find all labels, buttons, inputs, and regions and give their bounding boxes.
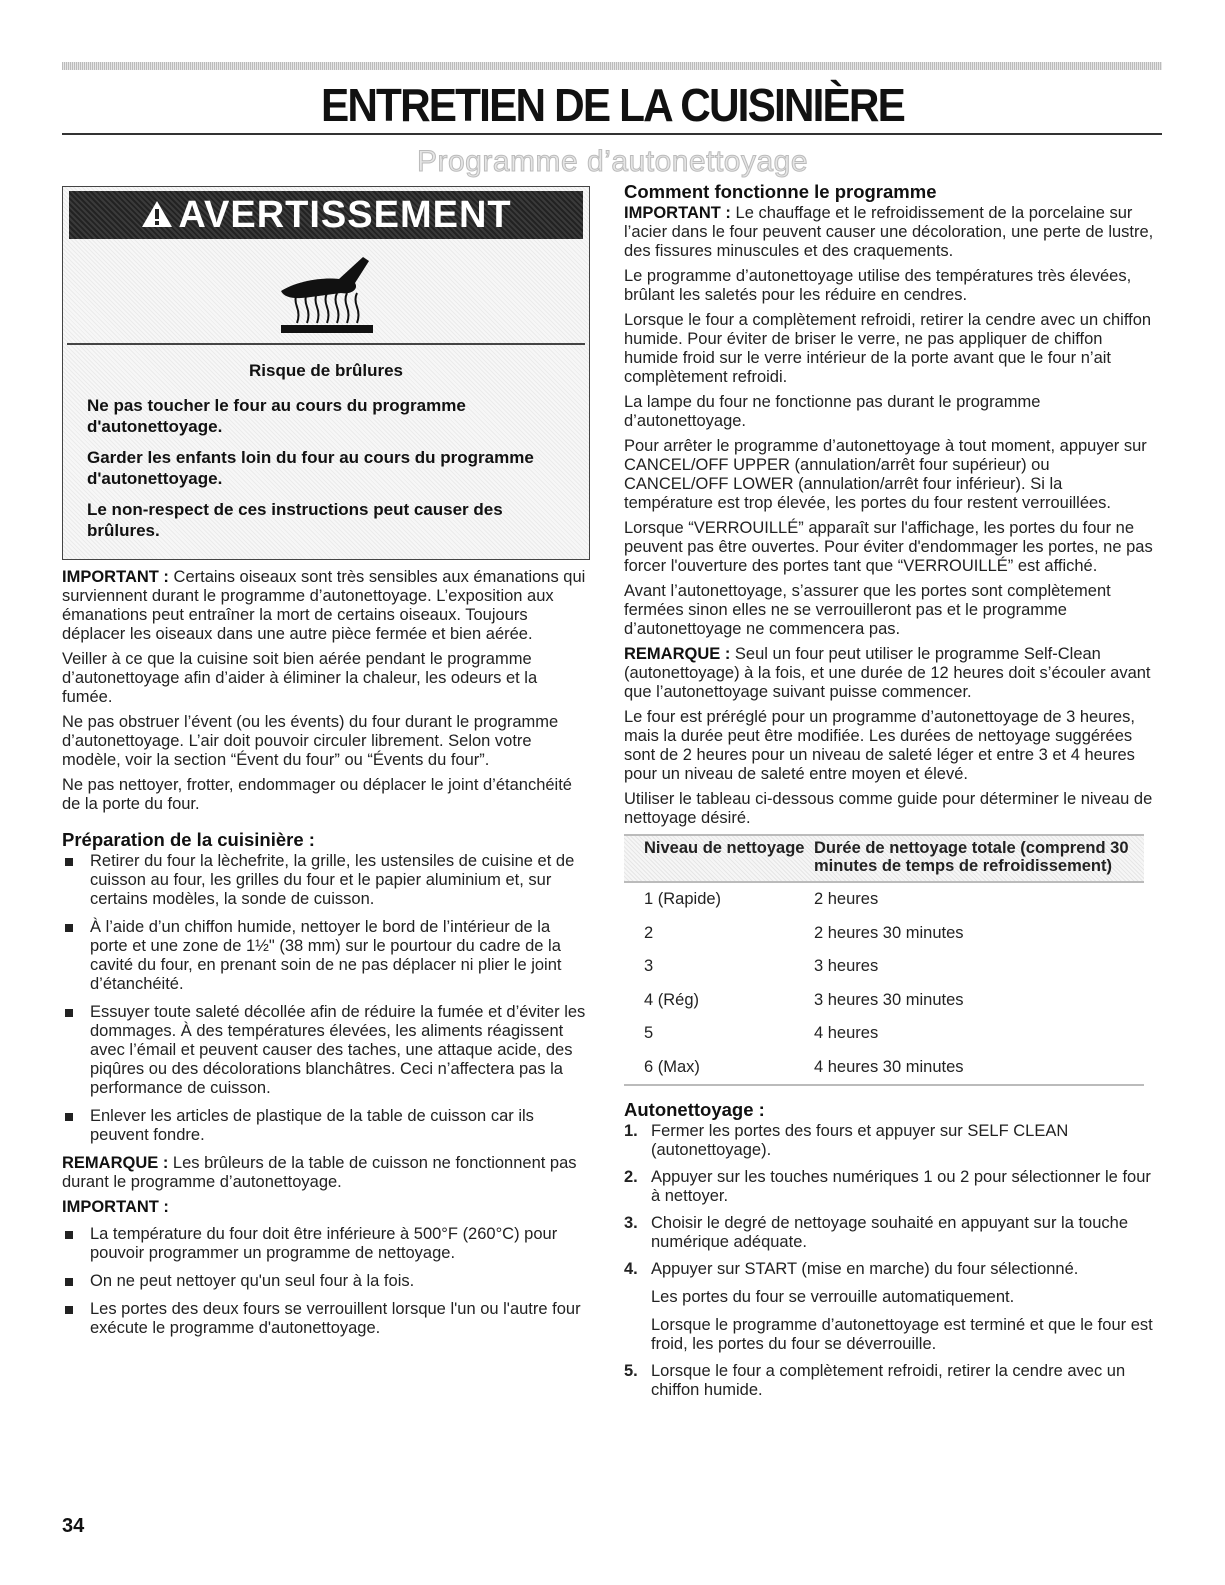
ventilation-paragraph: Veiller à ce que la cuisine soit bien aérée pendant le programme d’autonettoyage afin d’aider à éliminer la chaleur, les odeurs et la fumée. bbox=[62, 650, 538, 706]
page-number: 34 bbox=[62, 1515, 85, 1537]
step-item: 2. Appuyer sur les touches numériques 1 ou 2 pour sélectionner le four à nettoyer. bbox=[624, 1168, 1151, 1205]
list-item: Enlever les articles de plastique de la table de cuisson car ils peuvent fondre. bbox=[62, 1107, 590, 1145]
list-item: On ne peut nettoyer qu'un seul four à la fois. bbox=[62, 1272, 590, 1291]
table-row bbox=[624, 883, 1144, 917]
table-cell-level: 4 (Rég) bbox=[644, 990, 700, 1009]
step-item: 5. Lorsque le four a complètement refroidi, retirer la cendre avec un chiffon humide. bbox=[624, 1362, 1126, 1399]
remarque-selfclean-paragraph: REMARQUE : Seul un four peut utiliser le programme Self-Clean (autonettoyage) à la fois, et une durée de 12 heures doit s’écouler avant que l’autonettoyage suivant puisse commencer. bbox=[624, 645, 1151, 701]
step-note: Lorsque le programme d’autonettoyage est terminé et que le four est froid, les portes du four se déverrouille. bbox=[651, 1316, 1153, 1353]
autoclean-heading: Autonettoyage : bbox=[624, 1099, 765, 1120]
autoclean-steps bbox=[624, 1122, 1154, 1400]
list-item: Retirer du four la lèchefrite, la grille, les ustensiles de cuisine et de cuisson au four, les grilles du four et le papier aluminium et, sur certains modèles, la sonde de cuisson. bbox=[62, 852, 590, 909]
table-cell-duration: 2 heures 30 minutes bbox=[814, 923, 964, 942]
right-column bbox=[624, 182, 1154, 1408]
paragraph: Avant l’autonettoyage, s’assurer que les portes sont complètement fermées sinon elles ne se verrouilleront pas et le programme d’autonettoyage ne commencera pas. bbox=[624, 582, 1111, 638]
left-column bbox=[62, 568, 590, 1347]
step-note: Les portes du four se verrouille automatiquement. bbox=[651, 1288, 1015, 1306]
how-heading: Comment fonctionne le programme bbox=[624, 181, 937, 202]
list-item: À l’aide d’un chiffon humide, nettoyer le bord de l’intérieur de la porte et une zone de 1½" (38 mm) sur le pourtour du cadre de la cavité du four, en prenant soin de ne pas déplacer ni plier le joint d’étanchéité. bbox=[62, 918, 590, 994]
warning-risk-title: Risque de brûlures bbox=[249, 361, 403, 380]
table-row bbox=[624, 984, 1144, 1018]
important-porcelain-paragraph: IMPORTANT : Le chauffage et le refroidissement de la porcelaine sur l’acier dans le four peuvent causer une décoloration, une perte de lustre, des fissures minuscules et des craquements. bbox=[624, 204, 1154, 260]
warning-heading: AVERTISSEMENT bbox=[178, 194, 512, 236]
table-cell-level: 5 bbox=[644, 1024, 654, 1043]
prep-list bbox=[62, 852, 590, 1145]
table-cell-level: 6 (Max) bbox=[644, 1057, 700, 1076]
prep-heading: Préparation de la cuisinière : bbox=[62, 829, 315, 850]
warning-text-panel bbox=[67, 343, 585, 553]
important2-list bbox=[62, 1225, 590, 1338]
table-row bbox=[624, 917, 1144, 951]
table-row bbox=[624, 950, 1144, 984]
table-header bbox=[624, 834, 1144, 883]
table-cell-duration: 4 heures bbox=[814, 1024, 879, 1043]
preset-paragraph: Le four est préréglé pour un programme d’autonettoyage de 3 heures, mais la durée peut être modifiée. Les durées de nettoyage suggérées sont de 2 heures pour un niveau de saleté léger et entre 3 et 4 heures pour un niveau de saleté entre moyen et élevé. bbox=[624, 708, 1135, 783]
important-birds-paragraph: IMPORTANT : Certains oiseaux sont très sensibles aux émanations qui surviennent durant le programme d’autonettoyage. L’exposition aux émanations peut entraîner la mort de certains oiseaux. Toujours déplacer les oiseaux dans une autre pièce fermée et bien aérée. bbox=[62, 568, 586, 643]
table-header-level: Niveau de nettoyage bbox=[644, 839, 805, 857]
warning-header bbox=[69, 191, 583, 239]
paragraph: Lorsque le four a complètement refroidi, retirer la cendre avec un chiffon humide. Pour éviter de briser le verre, ne pas appliquer de chiffon humide froid sur le verre intérieur de la porte avant que le four n’ait complètement refroidi. bbox=[624, 311, 1152, 386]
warning-line: Ne pas toucher le four au cours du programme d'autonettoyage. bbox=[87, 396, 466, 436]
paragraph: Lorsque “VERROUILLÉ” apparaît sur l'affichage, les portes du four ne peuvent pas être ouvertes. Pour éviter d'endommager les portes, ne pas forcer l'ouverture des portes tant que “VERROUILLÉ” est affiché. bbox=[624, 519, 1153, 575]
remarque-burners-paragraph: REMARQUE : Les brûleurs de la table de cuisson ne fonctionnent pas durant le programme d’autonettoyage. bbox=[62, 1154, 577, 1191]
page-title: ENTRETIEN DE LA CUISINIÈRE bbox=[320, 79, 905, 131]
table-intro-paragraph: Utiliser le tableau ci-dessous comme guide pour déterminer le niveau de nettoyage désiré. bbox=[624, 790, 1153, 827]
hot-surface-hand-icon bbox=[83, 253, 571, 335]
list-item: La température du four doit être inférieure à 500°F (260°C) pour pouvoir programmer un programme de nettoyage. bbox=[62, 1225, 590, 1263]
cleaning-level-table bbox=[624, 834, 1144, 1086]
table-cell-level: 1 (Rapide) bbox=[644, 890, 722, 909]
warning-line: Garder les enfants loin du four au cours du programme d'autonettoyage. bbox=[87, 448, 534, 488]
important2-heading: IMPORTANT : bbox=[62, 1198, 169, 1216]
table-cell-level: 3 bbox=[644, 957, 654, 976]
warning-triangle-icon bbox=[140, 193, 174, 241]
step-item: 1. Fermer les portes des fours et appuyer sur SELF CLEAN (autonettoyage). bbox=[624, 1122, 1069, 1159]
table-cell-duration: 3 heures bbox=[814, 957, 879, 976]
paragraph: La lampe du four ne fonctionne pas durant le programme d’autonettoyage. bbox=[624, 393, 1041, 430]
step-item: 3. Choisir le degré de nettoyage souhaité en appuyant sur la touche numérique adéquate. bbox=[624, 1214, 1128, 1251]
paragraph: Le programme d’autonettoyage utilise des températures très élevées, brûlant les saletés pour les réduire en cendres. bbox=[624, 267, 1132, 304]
step-item: 4. Appuyer sur START (mise en marche) du four sélectionné. Les portes du four se verrouille automatiquement. Lorsque le programme d’autonettoyage est terminé et que le four est froid, les portes du four se déverrouille. bbox=[624, 1260, 1153, 1353]
table-header-duration: Durée de nettoyage totale (comprend 30 minutes de temps de refroidissement) bbox=[814, 839, 1129, 875]
warning-line: Le non-respect de ces instructions peut causer des brûlures. bbox=[87, 500, 503, 540]
section-subtitle: Programme d’autonettoyage bbox=[416, 145, 809, 178]
table-cell-duration: 2 heures bbox=[814, 890, 879, 909]
table-bottom-rule bbox=[624, 1084, 1144, 1086]
list-item: Les portes des deux fours se verrouillent lorsque l'un ou l'autre four exécute le programme d'autonettoyage. bbox=[62, 1300, 590, 1338]
warning-box bbox=[62, 186, 590, 560]
paragraph: Pour arrêter le programme d’autonettoyage à tout moment, appuyer sur CANCEL/OFF UPPER (annulation/arrêt four supérieur) ou CANCEL/OFF LOWER (annulation/arrêt four inférieur). Si la température est trop élevée, les portes du four restent verrouillées. bbox=[624, 437, 1147, 512]
table-cell-duration: 3 heures 30 minutes bbox=[814, 990, 964, 1009]
top-decorative-band bbox=[62, 62, 1162, 70]
vent-paragraph: Ne pas obstruer l’évent (ou les évents) du four durant le programme d’autonettoyage. L’air doit pouvoir circuler librement. Selon votre modèle, voir la section “Évent du four” ou “Évents du four”. bbox=[62, 713, 559, 769]
gasket-paragraph: Ne pas nettoyer, frotter, endommager ou déplacer le joint d’étanchéité de la porte du four. bbox=[62, 776, 572, 813]
title-rule bbox=[62, 133, 1162, 135]
table-cell-level: 2 bbox=[644, 923, 654, 942]
list-item: Essuyer toute saleté décollée afin de réduire la fumée et d’éviter les dommages. À des températures élevées, les aliments réagissent avec l’émail et peuvent causer des taches, une attaque acide, des piqûres ou des décolorations blanchâtres. Ceci n’affectera pas la performance de cuisson. bbox=[62, 1003, 590, 1098]
table-row bbox=[624, 1051, 1144, 1085]
table-cell-duration: 4 heures 30 minutes bbox=[814, 1057, 964, 1076]
table-row bbox=[624, 1017, 1144, 1051]
